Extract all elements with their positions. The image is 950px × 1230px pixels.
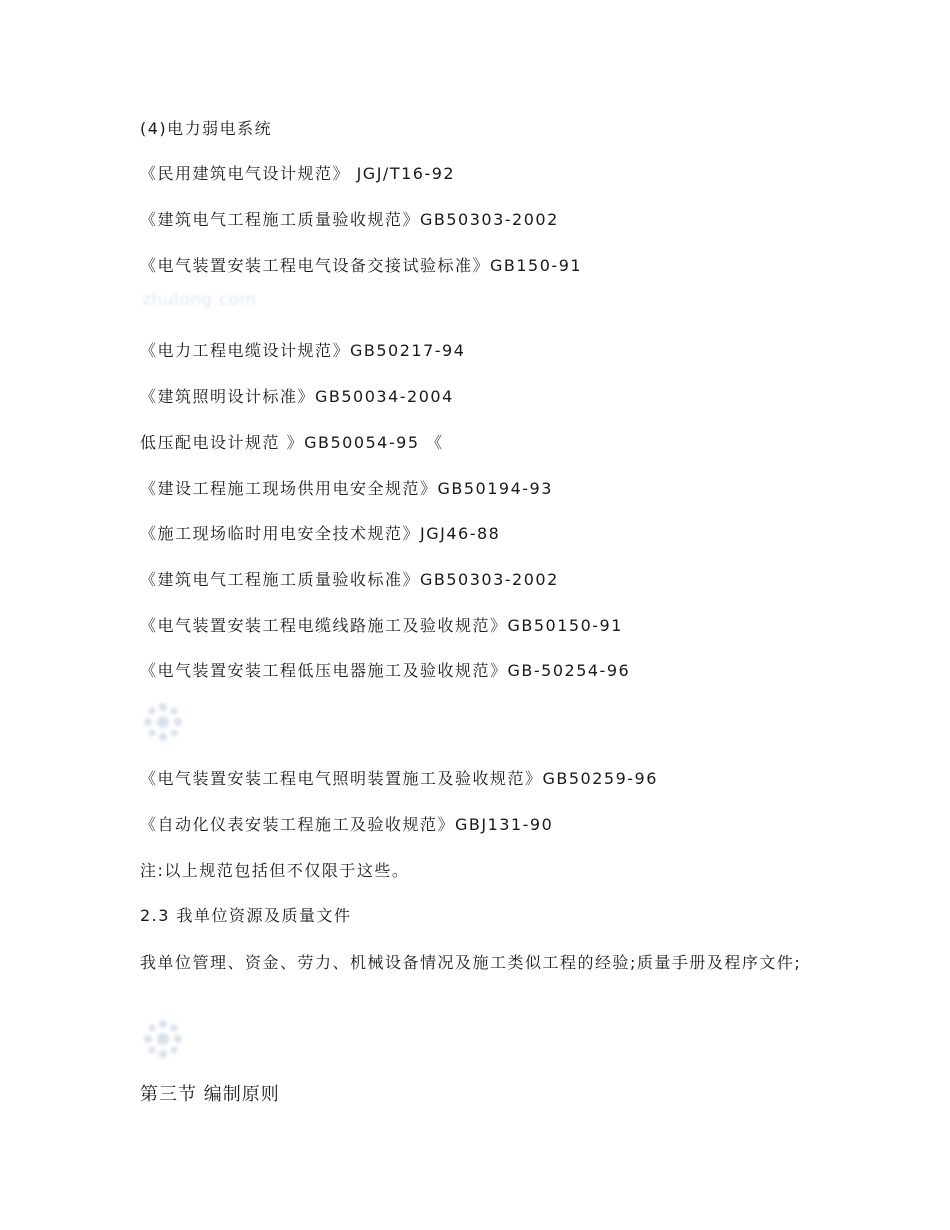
standard-item: 《电气装置安装工程电缆线路施工及验收规范》GB50150-91 <box>140 616 623 635</box>
standard-item: 《自动化仪表安装工程施工及验收规范》GBJ131-90 <box>140 815 554 834</box>
standard-item: 低压配电设计规范 》GB50054-95 《 <box>140 433 444 452</box>
section-subtitle: (4)电力弱电系统 <box>140 119 273 138</box>
standard-item: 《建设工程施工现场供用电安全规范》GB50194-93 <box>140 479 553 498</box>
standard-item: 《建筑电气工程施工质量验收规范》GB50303-2002 <box>140 210 559 229</box>
note-text: 注:以上规范包括但不仅限于这些。 <box>140 861 410 880</box>
standard-item: 《施工现场临时用电安全技术规范》JGJ46-88 <box>140 524 501 543</box>
standard-item: 《建筑电气工程施工质量验收标准》GB50303-2002 <box>140 570 559 589</box>
standard-item: 《电力工程电缆设计规范》GB50217-94 <box>140 341 466 360</box>
standard-item: 《建筑照明设计标准》GB50034-2004 <box>140 387 454 406</box>
body-paragraph: 我单位管理、资金、劳力、机械设备情况及施工类似工程的经验;质量手册及程序文件; <box>140 953 802 972</box>
zhulong-logo-icon <box>142 1018 184 1060</box>
standard-item: 《民用建筑电气设计规范》 JGJ/T16-92 <box>140 164 456 183</box>
watermark-text: zhulong.com <box>142 290 257 310</box>
standard-item: 《电气装置安装工程电气设备交接试验标准》GB150-91 <box>140 256 583 275</box>
standard-item: 《电气装置安装工程低压电器施工及验收规范》GB-50254-96 <box>140 661 631 680</box>
zhulong-logo-icon <box>142 701 184 743</box>
subsection-heading: 2.3 我单位资源及质量文件 <box>140 906 352 925</box>
standard-item: 《电气装置安装工程电气照明装置施工及验收规范》GB50259-96 <box>140 769 658 788</box>
section-heading: 第三节 编制原则 <box>140 1084 280 1105</box>
